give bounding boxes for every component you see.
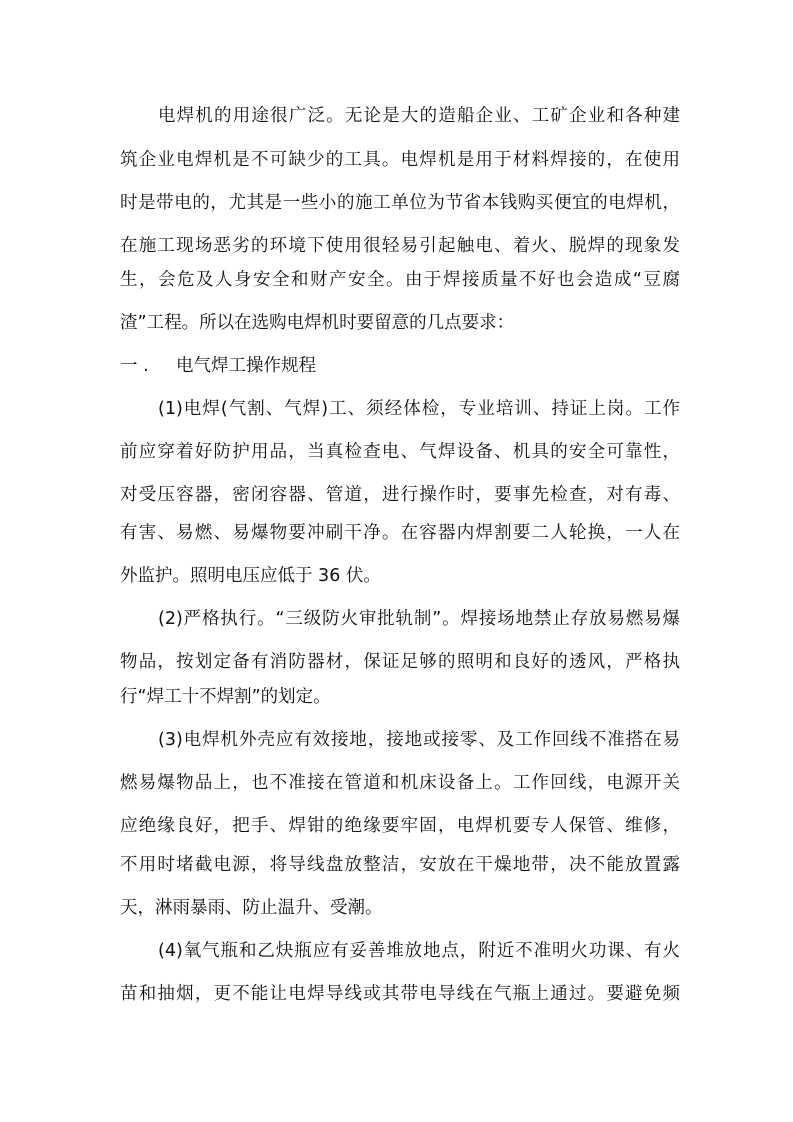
item-1-line-3: 对受压容器，密闭容器、管道，进行操作时，要事先检查，对有毒、 [120, 485, 680, 505]
paragraph-intro-line-1: 电焊机的用途很广泛。无论是大的造船企业、工矿企业和各种建 [158, 106, 680, 126]
item-3-line-5: 天，淋雨暴雨、防止温升、受潮。 [120, 898, 383, 918]
item-3-line-3: 应绝缘良好，把手、焊钳的绝缘要牢固，电焊机要专人保管、维修， [120, 816, 680, 836]
paragraph-intro-line-6: 渣”工程。所以在选购电焊机时要留意的几点要求： [120, 313, 515, 333]
item-3-line-2: 燃易爆物品上，也不准接在管道和机床设备上。工作回线，电源开关 [120, 773, 680, 793]
item-1-line-5: 外监护。照明电压应低于 36 伏。 [120, 566, 381, 586]
paragraph-intro-line-5: 生，会危及人身安全和财产安全。由于焊接质量不好也会造成“豆腐 [120, 270, 680, 290]
item-2-line-2: 物品，按划定备有消防器材，保证足够的照明和良好的透风，严格执 [120, 652, 680, 672]
paragraph-intro-line-3: 时是带电的，尤其是一些小的施工单位为节省本钱购买便宜的电焊机， [120, 193, 680, 213]
item-3-line-1: (3)电焊机外壳应有效接地，接地或接零、及工作回线不准搭在易 [158, 730, 680, 750]
item-3-line-4: 不用时堵截电源，将导线盘放整洁，安放在干燥地带，决不能放置露 [120, 855, 680, 875]
paragraph-intro-line-2: 筑企业电焊机是不可缺少的工具。电焊机是用于材料焊接的，在使用 [120, 150, 680, 170]
item-1-line-1: (1)电焊(气割、气焊)工、须经体检，专业培训、持证上岗。工作 [158, 399, 680, 419]
item-1-line-2: 前应穿着好防护用品，当真检查电、气焊设备、机具的安全可靠性， [120, 442, 680, 462]
section-heading-number: 一 . [120, 356, 149, 376]
item-4-line-2: 苗和抽烟，更不能让电焊导线或其带电导线在气瓶上通过。要避免频 [120, 984, 680, 1004]
item-2-line-3: 行“焊工十不焊割”的划定。 [120, 687, 331, 707]
item-1-line-4: 有害、易燃、易爆物要冲刷干净。在容器内焊割要二人轮换，一人在 [120, 523, 680, 543]
paragraph-intro-line-4: 在施工现场恶劣的环境下使用很轻易引起触电、着火、脱焊的现象发 [120, 236, 680, 256]
item-2-line-1: (2)严格执行。“三级防火审批轨制”。焊接场地禁止存放易燃易爆 [158, 609, 680, 629]
item-4-line-1: (4)氧气瓶和乙炔瓶应有妥善堆放地点，附近不准明火功课、有火 [158, 941, 680, 961]
section-heading [120, 351, 420, 381]
section-heading-text: 电气焊工操作规程 [176, 356, 316, 376]
